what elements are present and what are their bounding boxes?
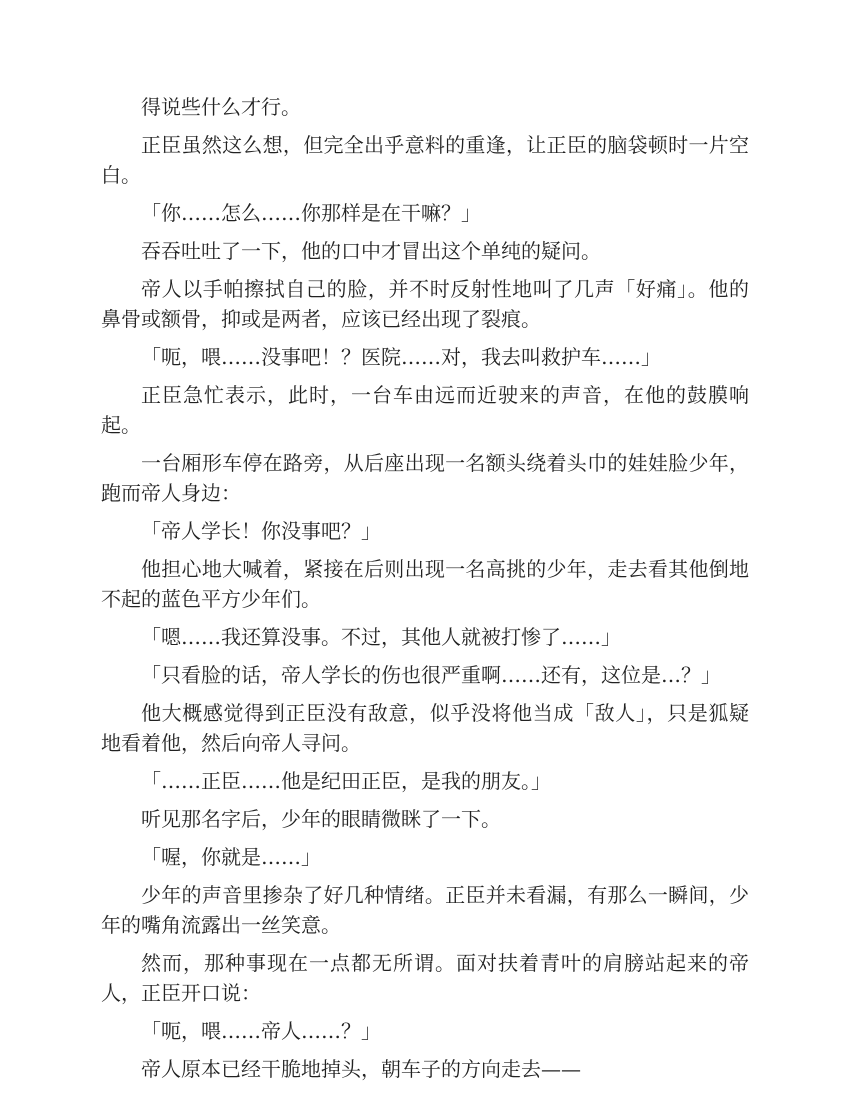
paragraph: 「帝人学长！你没事吧？」 [141, 519, 381, 543]
paragraph: 少年的声音里掺杂了好几种情绪。正臣并未看漏，有那么一瞬间，少年的嘴角流露出一丝笑意。 [101, 883, 749, 937]
paragraph: 一台厢形车停在路旁，从后座出现一名额头绕着头巾的娃娃脸少年，跑而帝人身边： [101, 451, 749, 505]
paragraph: 帝人以手帕擦拭自己的脸，并不时反射性地叫了几声「好痛」。他的鼻骨或额骨，抑或是两者，应该已经出现了裂痕。 [101, 277, 749, 331]
paragraph: 「呃，喂……帝人……？」 [141, 1019, 381, 1043]
paragraph: 他担心地大喊着，紧接在后则出现一名高挑的少年，走去看其他倒地不起的蓝色平方少年们。 [101, 557, 749, 611]
paragraph: 然而，那种事现在一点都无所谓。面对扶着青叶的肩膀站起来的帝人，正臣开口说： [101, 951, 749, 1005]
paragraph: 他大概感觉得到正臣没有敌意，似乎没将他当成「敌人」，只是狐疑地看着他，然后向帝人寻问。 [101, 701, 749, 755]
paragraph: 帝人原本已经干脆地掉头，朝车子的方向走去—— [141, 1057, 581, 1081]
paragraph: 「喔，你就是……」 [141, 845, 321, 869]
paragraph: 「只看脸的话，帝人学长的伤也很严重啊……还有，这位是…？」 [141, 663, 721, 687]
paragraph: 「呃，喂……没事吧！？医院……对，我去叫救护车……」 [141, 345, 661, 369]
paragraph: 「你……怎么……你那样是在干嘛？」 [141, 201, 481, 225]
body-text [101, 92, 749, 1092]
paragraph: 正臣急忙表示，此时，一台车由远而近驶来的声音，在他的鼓膜响起。 [101, 383, 749, 437]
paragraph: 吞吞吐吐了一下，他的口中才冒出这个单纯的疑问。 [141, 239, 601, 263]
paragraph: 听见那名字后，少年的眼睛微眯了一下。 [141, 807, 501, 831]
paragraph: 「……正臣……他是纪田正臣，是我的朋友。」 [141, 769, 551, 793]
paragraph: 得说些什么才行。 [141, 95, 301, 119]
paragraph: 正臣虽然这么想，但完全出乎意料的重逢，让正臣的脑袋顿时一片空白。 [101, 133, 749, 187]
paragraph: 「嗯……我还算没事。不过，其他人就被打惨了……」 [141, 625, 621, 649]
